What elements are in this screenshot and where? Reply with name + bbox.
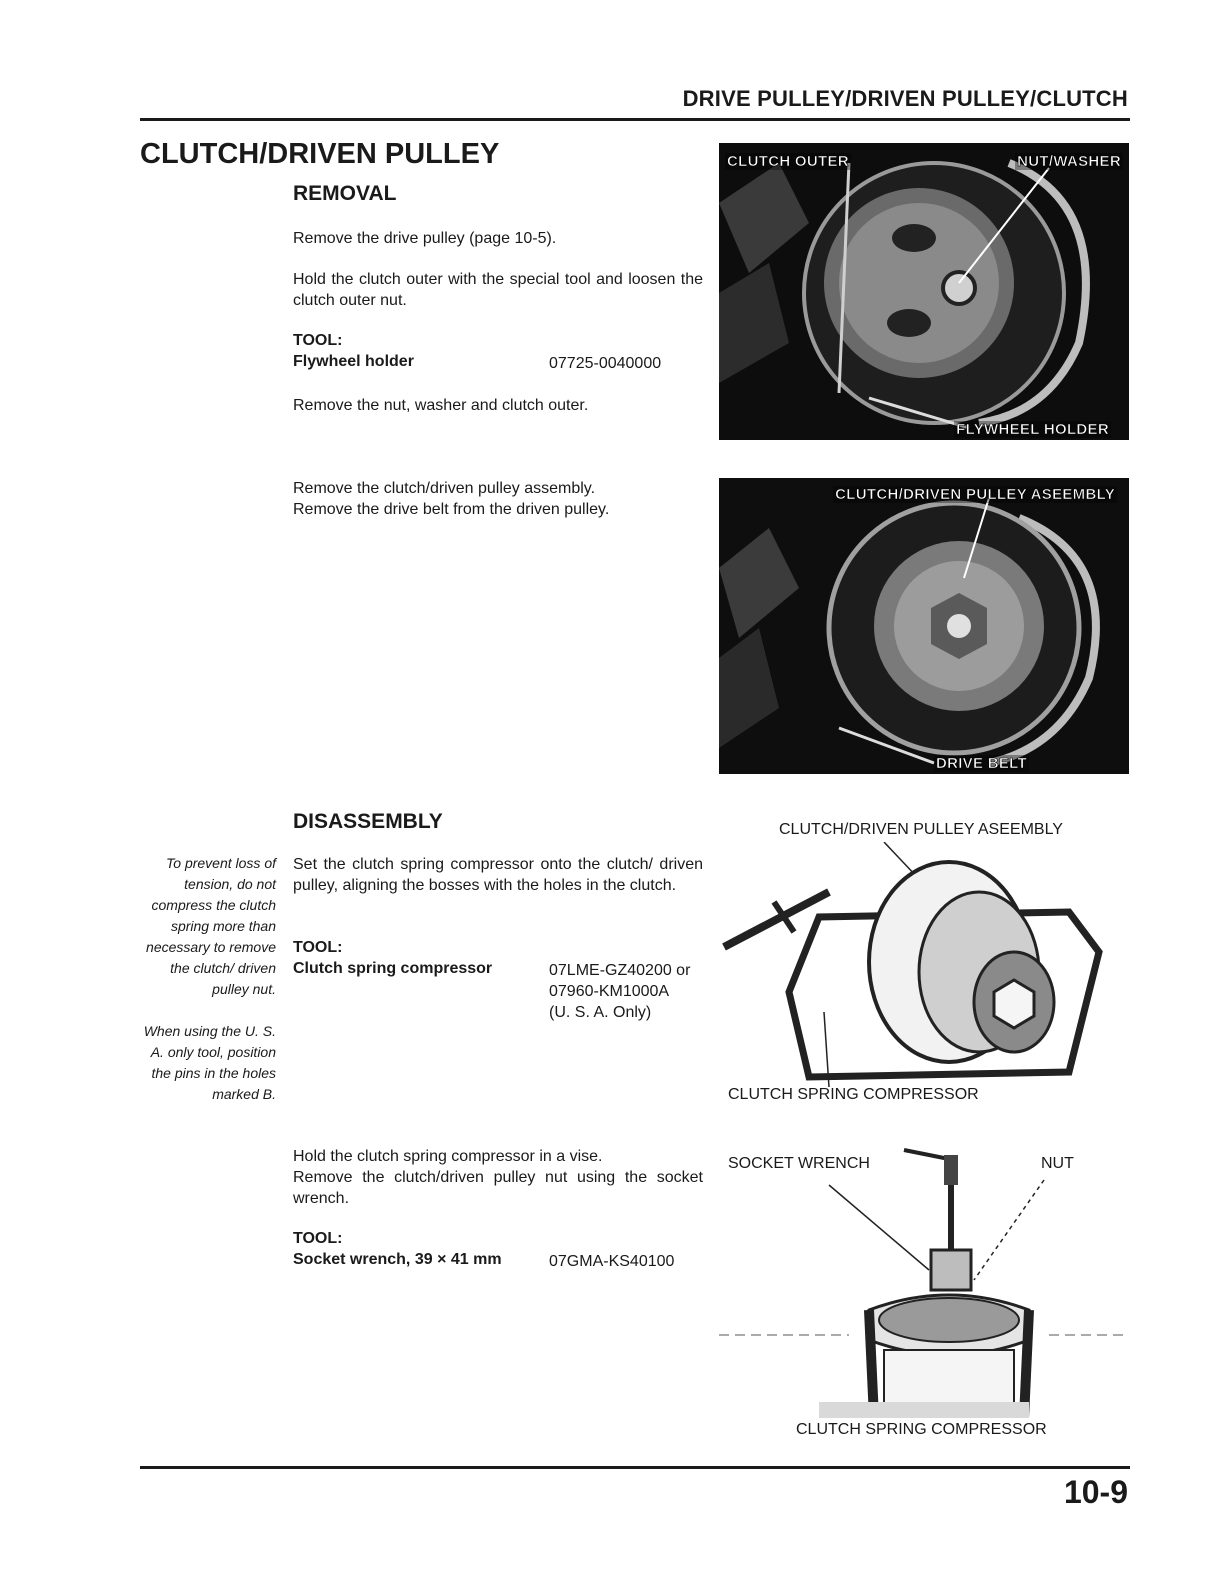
- disassembly-tool-name: Clutch spring compressor: [293, 960, 493, 977]
- side-note-tension: To prevent loss of tension, do not compress the clutch spring more than necessary to remove the clutch/ driven pulley nut.: [146, 855, 276, 997]
- disassembly-step-1: Set the clutch spring compressor onto the clutch/ driven pulley, aligning the bosses with the holes in the clutch.: [293, 856, 703, 894]
- header-rule: [140, 118, 1130, 121]
- figure-socket-wrench-in-vise: [719, 1140, 1129, 1418]
- side-note-usa-tool: When using the U. S. A. only tool, position the pins in the holes marked B.: [143, 1023, 276, 1102]
- removal-tool-heading: TOOL:: [293, 332, 343, 349]
- fig3-label-assembly: CLUTCH/DRIVEN PULLEY ASEEMBLY: [779, 821, 1063, 838]
- label-flywheel-holder: FLYWHEEL HOLDER: [956, 421, 1109, 438]
- disassembly-tool-number-1: 07LME-GZ40200 or: [549, 962, 691, 979]
- removal-step-4-line-1: Remove the clutch/driven pulley assembly.: [293, 480, 596, 497]
- photo-clutch-driven-pulley-assembly: [719, 478, 1129, 774]
- disassembly-tool2-heading: TOOL:: [293, 1230, 343, 1247]
- disassembly-heading: DISASSEMBLY: [293, 810, 443, 833]
- footer-rule: [140, 1466, 1130, 1469]
- removal-heading: REMOVAL: [293, 182, 397, 205]
- photo-assembly-drawing: [719, 478, 1129, 774]
- disassembly-tool-number-2: 07960-KM1000A: [549, 983, 670, 1000]
- fig4-label-compressor: CLUTCH SPRING COMPRESSOR: [796, 1421, 1047, 1438]
- fig3-label-compressor: CLUTCH SPRING COMPRESSOR: [728, 1086, 979, 1103]
- disassembly-tool2-number: 07GMA-KS40100: [549, 1253, 675, 1270]
- page-title: CLUTCH/DRIVEN PULLEY: [140, 138, 500, 170]
- page-number: 10-9: [1063, 1474, 1128, 1510]
- removal-tool-name: Flywheel holder: [293, 353, 414, 370]
- label-clutch-outer: CLUTCH OUTER: [727, 153, 849, 170]
- removal-step-2: Hold the clutch outer with the special tool and loosen the clutch outer nut.: [293, 271, 703, 309]
- label-clutch-driven-pulley-assembly: CLUTCH/DRIVEN PULLEY ASEEMBLY: [835, 486, 1115, 503]
- removal-step-4-line-2: Remove the drive belt from the driven pulley.: [293, 501, 610, 518]
- disassembly-tool-number-3: (U. S. A. Only): [549, 1004, 652, 1021]
- label-nut-washer: NUT/WASHER: [1017, 153, 1121, 170]
- section-header-title: DRIVE PULLEY/DRIVEN PULLEY/CLUTCH: [682, 86, 1128, 111]
- photo-clutch-outer-drawing: [719, 143, 1129, 440]
- disassembly-tool2-name: Socket wrench, 39 × 41 mm: [293, 1251, 502, 1268]
- photo-clutch-outer: [719, 143, 1129, 440]
- figure-clutch-spring-compressor: [719, 842, 1129, 1088]
- fig4-label-nut: NUT: [1041, 1155, 1074, 1172]
- removal-step-1: Remove the drive pulley (page 10-5).: [293, 230, 557, 247]
- removal-step-3: Remove the nut, washer and clutch outer.: [293, 397, 589, 414]
- label-drive-belt: DRIVE BELT: [935, 755, 1027, 772]
- disassembly-tool-heading: TOOL:: [293, 939, 343, 956]
- disassembly-step-2-line-1: Hold the clutch spring compressor in a vise.: [293, 1148, 603, 1165]
- fig4-label-socket-wrench: SOCKET WRENCH: [728, 1155, 870, 1172]
- removal-tool-number: 07725-0040000: [549, 355, 662, 372]
- disassembly-step-2-line-2: Remove the clutch/driven pulley nut using the socket wrench.: [293, 1169, 703, 1207]
